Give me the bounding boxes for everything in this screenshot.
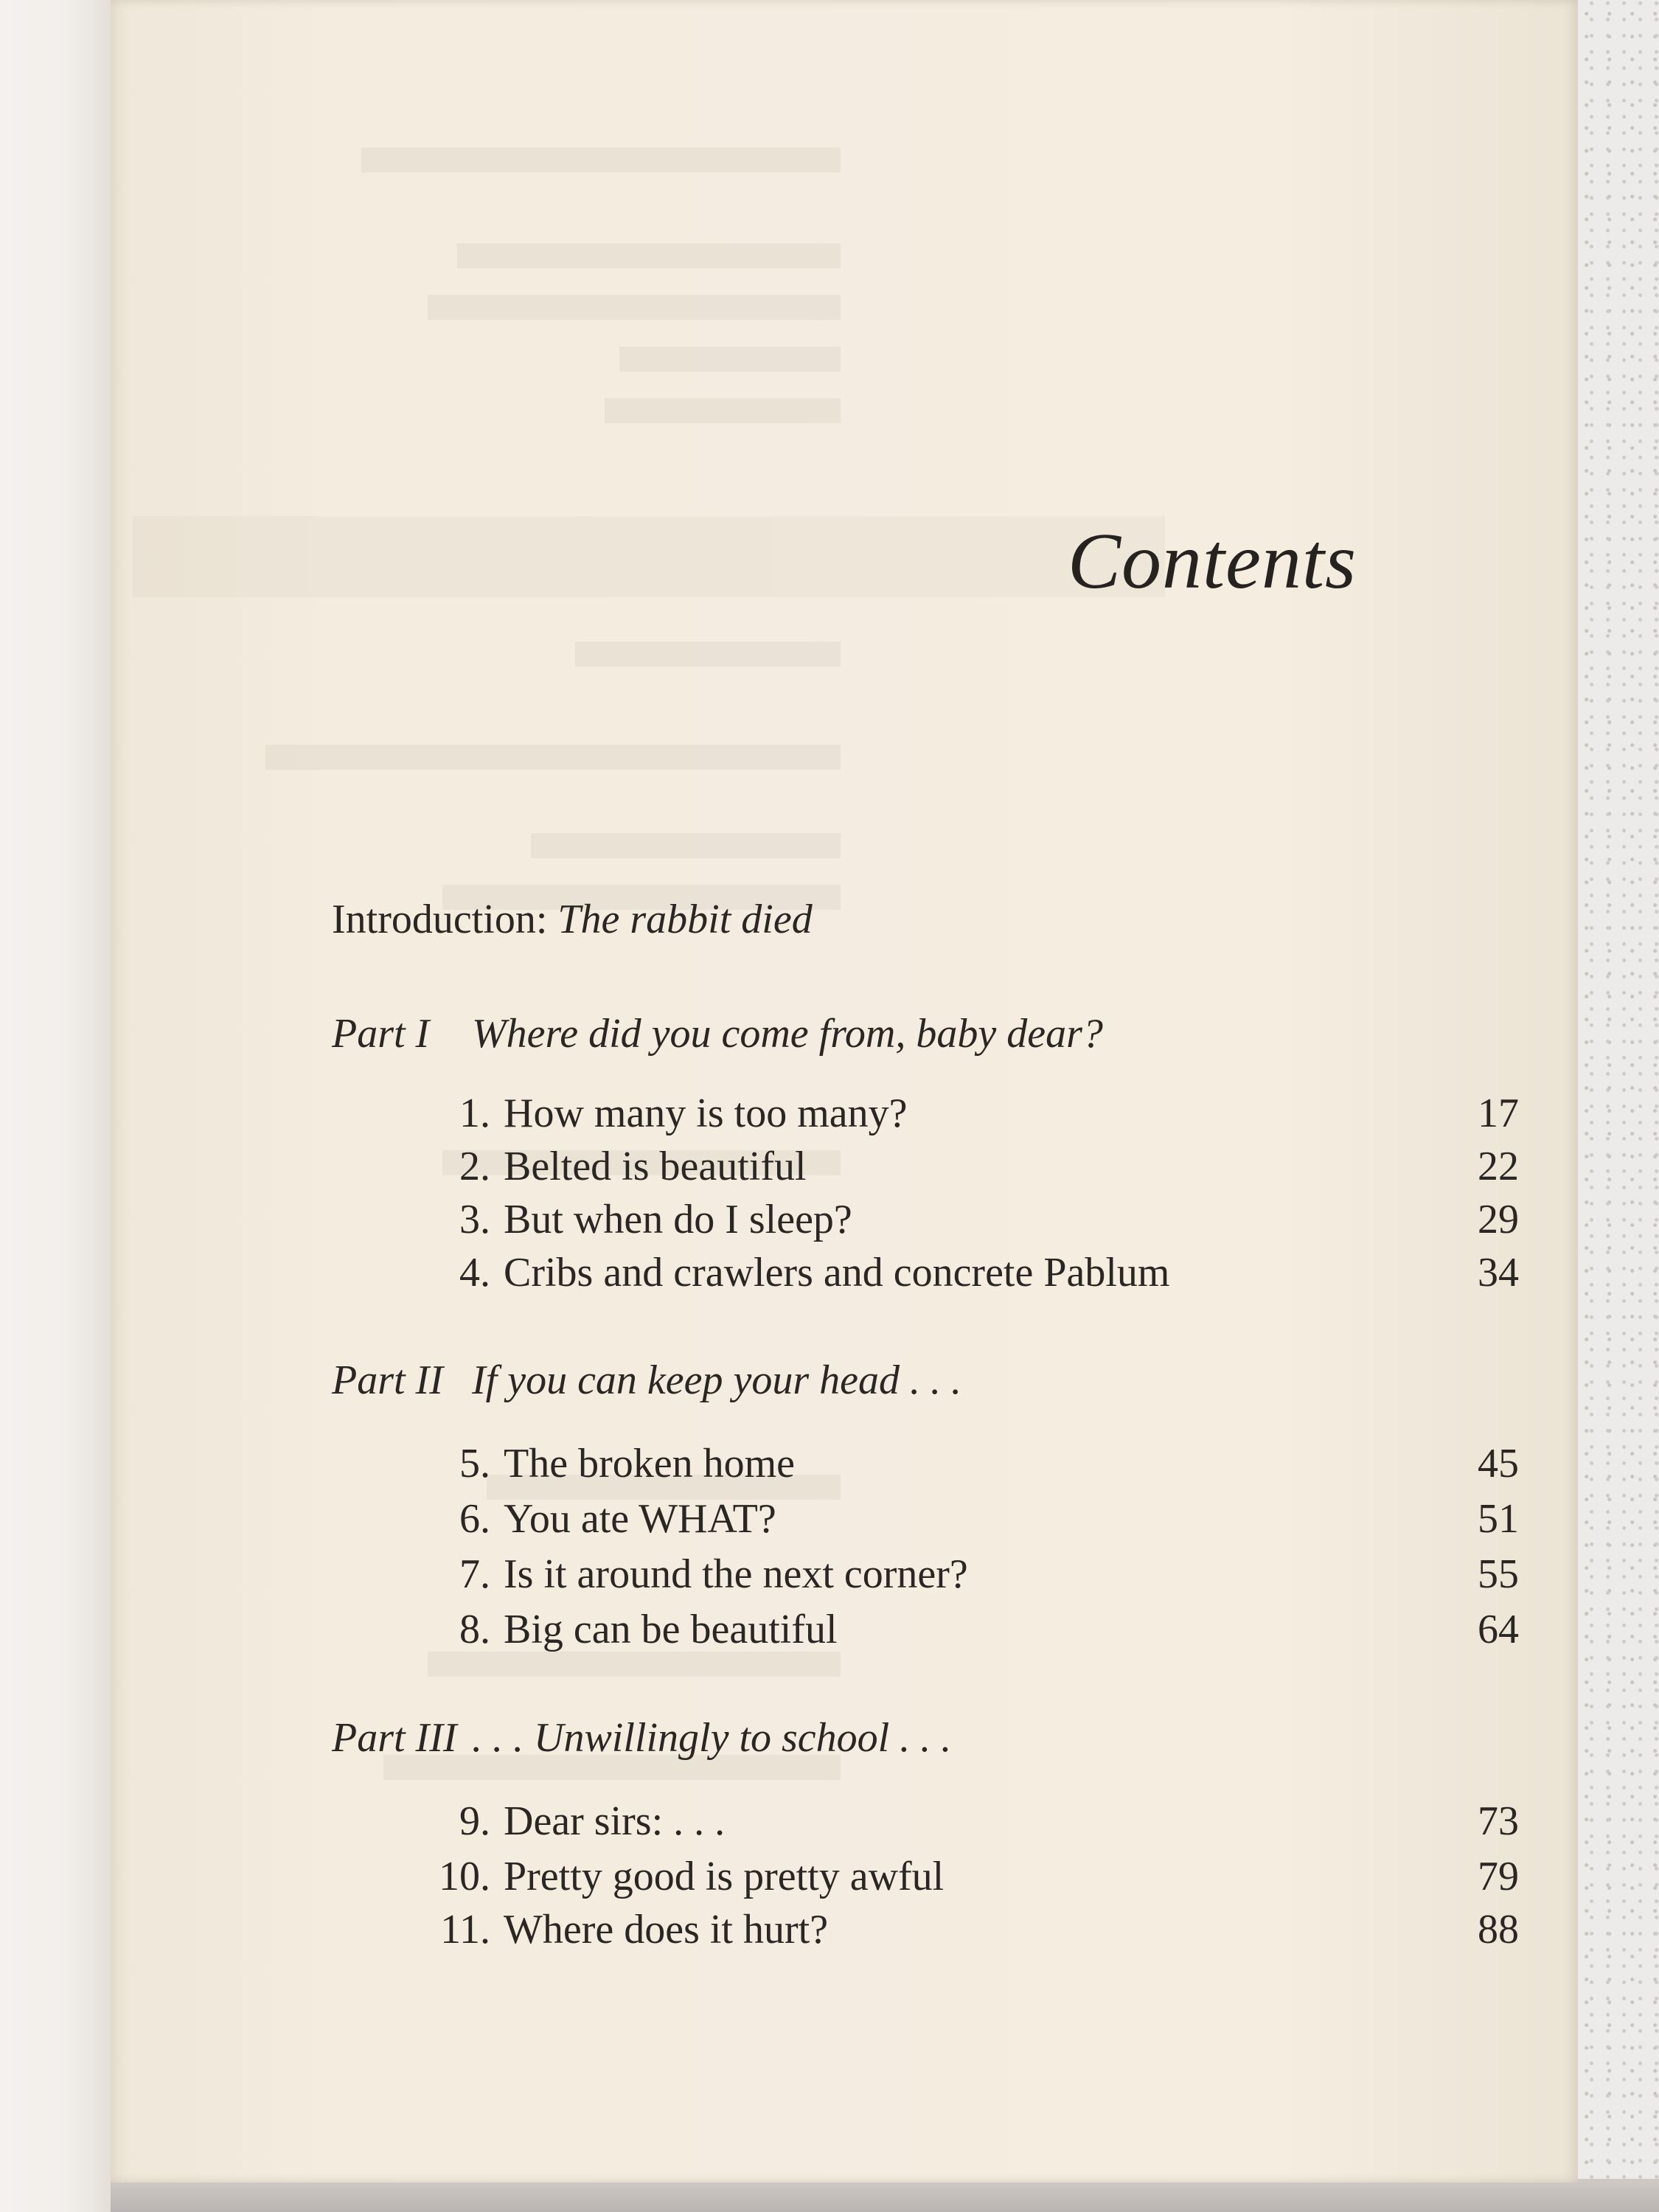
chapter-page: 51 — [1478, 1496, 1519, 1542]
chapter-title: Dear sirs: . . . — [504, 1798, 726, 1844]
chapter-number: 1. — [459, 1091, 490, 1136]
chapter-number: 9. — [459, 1798, 490, 1844]
part-heading — [332, 1010, 1103, 1057]
left-margin — [0, 0, 111, 2212]
part-number: Part I — [332, 1011, 430, 1057]
part-number: Part II — [332, 1357, 443, 1403]
chapter-page: 73 — [1478, 1798, 1519, 1844]
chapter-page: 45 — [1478, 1441, 1519, 1486]
chapter-entry — [420, 1851, 1519, 1902]
chapter-page: 88 — [1478, 1907, 1519, 1952]
chapter-title: The broken home — [504, 1441, 795, 1486]
chapter-page: 29 — [1478, 1197, 1519, 1242]
chapter-page: 79 — [1478, 1854, 1519, 1899]
chapter-page: 55 — [1478, 1551, 1519, 1597]
chapter-title: How many is too many? — [504, 1091, 908, 1136]
chapter-page: 64 — [1478, 1607, 1519, 1652]
chapter-number: 8. — [459, 1607, 490, 1652]
part-heading — [332, 1357, 961, 1404]
book-page — [111, 0, 1578, 2183]
chapter-number: 2. — [459, 1144, 490, 1189]
chapter-page: 34 — [1478, 1250, 1519, 1295]
part-title: . . . Unwillingly to school . . . — [472, 1715, 952, 1761]
chapter-page: 22 — [1478, 1144, 1519, 1189]
chapter-entry — [420, 1088, 1519, 1139]
chapter-entry — [420, 1795, 1519, 1847]
background-wall — [1571, 0, 1659, 2212]
chapter-number: 4. — [459, 1250, 490, 1295]
chapter-number: 5. — [459, 1441, 490, 1486]
part-heading — [332, 1714, 951, 1761]
page-title: Contents — [1067, 518, 1357, 605]
chapter-entry — [420, 1194, 1519, 1245]
chapter-number: 6. — [459, 1496, 490, 1542]
chapter-entry — [420, 1548, 1519, 1600]
chapter-title: Belted is beautiful — [504, 1144, 807, 1189]
introduction-title: The rabbit died — [557, 897, 813, 942]
chapter-title: But when do I sleep? — [504, 1197, 852, 1242]
chapter-title: Is it around the next corner? — [504, 1551, 968, 1597]
part-title: If you can keep your head . . . — [472, 1357, 961, 1403]
chapter-title: Cribs and crawlers and concrete Pablum — [504, 1250, 1170, 1295]
chapter-entry — [420, 1438, 1519, 1489]
chapter-title: Where does it hurt? — [504, 1907, 829, 1952]
chapter-title: You ate WHAT? — [504, 1496, 776, 1542]
bottom-edge — [111, 2179, 1659, 2212]
chapter-title: Pretty good is pretty awful — [504, 1854, 945, 1899]
chapter-number: 11. — [440, 1907, 490, 1952]
part-number: Part III — [332, 1715, 457, 1761]
part-title: Where did you come from, baby dear? — [472, 1011, 1103, 1057]
chapter-page: 17 — [1478, 1091, 1519, 1136]
introduction-entry — [332, 896, 813, 943]
chapter-entry — [420, 1493, 1519, 1545]
chapter-entry — [420, 1247, 1519, 1298]
chapter-number: 10. — [439, 1854, 490, 1899]
chapter-entry — [420, 1904, 1519, 1955]
chapter-number: 7. — [459, 1551, 490, 1597]
chapter-number: 3. — [459, 1197, 490, 1242]
chapter-entry — [420, 1604, 1519, 1655]
chapter-entry — [420, 1141, 1519, 1192]
chapter-title: Big can be beautiful — [504, 1607, 838, 1652]
introduction-label: Introduction: — [332, 897, 548, 942]
